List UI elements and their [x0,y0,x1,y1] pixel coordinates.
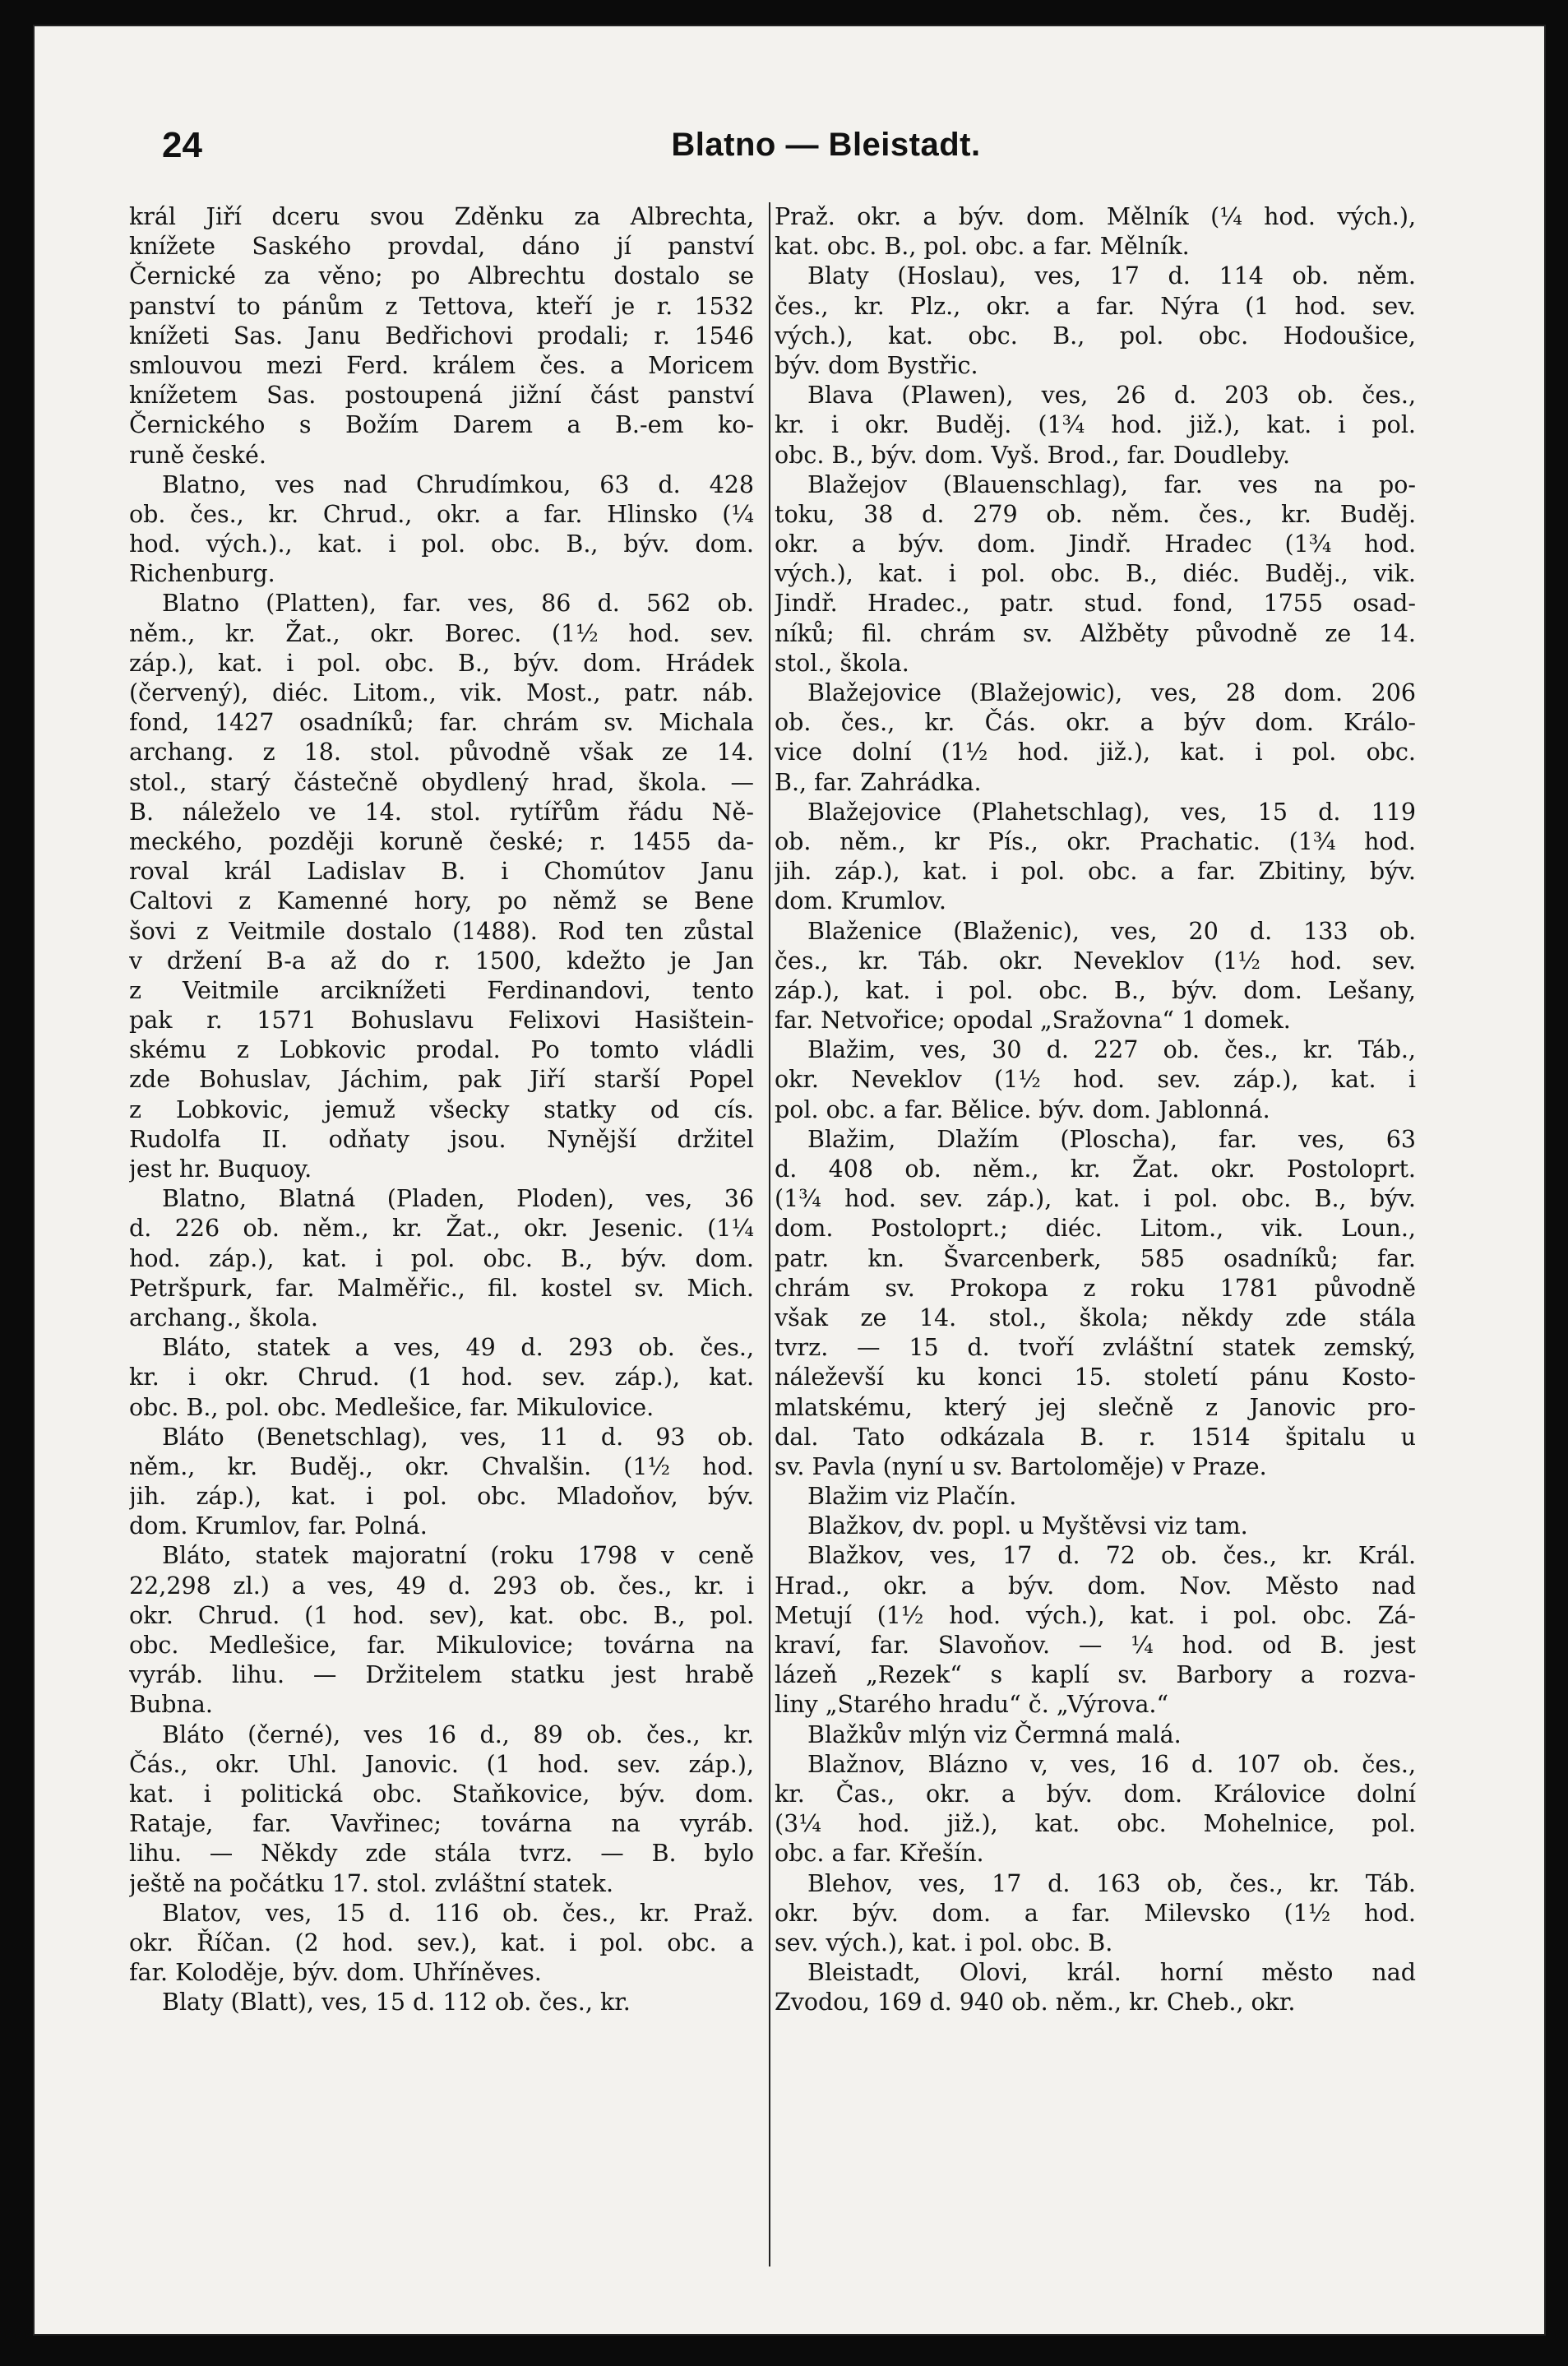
text-line: něm., kr. Buděj., okr. Chvalšin. (1½ hod. [129,1452,754,1480]
page-number: 24 [162,125,202,165]
text-line: runě české. [129,441,266,469]
text-line: dom. Postoloprt.; diéc. Litom., vik. Loun., [775,1215,1416,1243]
text-line: smlouvou mezi Ferd. králem čes. a Moricem [129,351,754,379]
text-line: čes., kr. Plz., okr. a far. Nýra (1 hod. sev. [775,292,1416,320]
text-line: liny „Starého hradu“ č. „Výrova.“ [775,1691,1169,1719]
text-line: vých.), kat. i pol. obc. B., diéc. Buděj., vik. [775,560,1416,588]
text-line: lihu. — Někdy zde stála tvrz. — B. bylo [129,1840,754,1868]
text-line: Blehov, ves, 17 d. 163 ob, čes., kr. Táb. [807,1869,1416,1897]
text-line: záp.), kat. i pol. obc. B., býv. dom. Lešany, [775,976,1416,1004]
text-line: Bláto, statek majoratní (roku 1798 v ceně [162,1542,754,1570]
text-line: d. 408 ob. něm., kr. Žat. okr. Postoloprt. [775,1155,1416,1183]
column-divider [769,202,770,2266]
text-line: král Jiří dceru svou Zděnku za Albrechta, [129,203,754,230]
text-line: kat. obc. B., pol. obc. a far. Mělník. [775,233,1190,261]
text-line: Blažnov, Blázno v, ves, 16 d. 107 ob. čes., [807,1750,1416,1778]
text-line: náleževší ku konci 15. století pánu Kosto- [775,1364,1416,1391]
text-line: far. Netvořice; opodal „Sražovna“ 1 domek. [775,1007,1291,1035]
text-line: ještě na počátku 17. stol. zvláštní statek. [129,1869,614,1897]
text-line: obc. B., pol. obc. Medlešice, far. Mikulovice. [129,1393,654,1421]
text-line: dom. Krumlov, far. Polná. [129,1512,428,1540]
text-line: jih. záp.), kat. i pol. obc. Mladoňov, býv. [129,1483,754,1511]
text-line: Hrad., okr. a býv. dom. Nov. Město nad [775,1572,1416,1600]
text-line: kr. i okr. Buděj. (1¾ hod. již.), kat. i pol. [775,411,1416,439]
text-line: fond, 1427 osadníků; far. chrám sv. Michala [129,709,754,737]
text-line: vyráb. lihu. — Držitelem statku jest hrabě [129,1661,754,1689]
text-line: d. 226 ob. něm., kr. Žat., okr. Jesenic. (1¼ [129,1215,754,1243]
text-line: Blažejov (Blauenschlag), far. ves na po- [807,470,1416,498]
text-line: kr. Čas., okr. a býv. dom. Královice dolní [775,1780,1416,1808]
text-line: Blava (Plawen), ves, 26 d. 203 ob. čes., [807,382,1416,410]
text-line: Blatno (Platten), far. ves, 86 d. 562 ob. [162,590,754,618]
text-line: archang. z 18. stol. původně však ze 14. [129,739,754,766]
text-line: ob. čes., kr. Čás. okr. a býv dom. Králo- [775,709,1416,737]
text-line: ob. něm., kr Pís., okr. Prachatic. (1¾ hod. [775,827,1416,855]
text-line: Blažim, Dlažím (Ploscha), far. ves, 63 [807,1125,1416,1153]
text-line: stol., starý částečně obydlený hrad, škola. — [129,768,754,796]
text-line: mlatskému, který jej slečně z Janovic pro- [775,1393,1416,1421]
text-line: knížete Saského provdal, dáno jí panství [129,233,754,261]
text-line: Bláto (Benetschlag), ves, 11 d. 93 ob. [162,1423,754,1451]
text-line: (3¼ hod. již.), kat. obc. Mohelnice, pol. [775,1810,1416,1838]
text-line: z Lobkovic, jemuž všecky statky od cís. [129,1095,754,1123]
text-line: hod. vých.)., kat. i pol. obc. B., býv. dom. [129,530,754,558]
text-line: dom. Krumlov. [775,887,946,915]
text-line: Čás., okr. Uhl. Janovic. (1 hod. sev. záp.), [129,1750,754,1778]
text-line: ob. čes., kr. Chrud., okr. a far. Hlinsko (¼ [129,500,754,528]
text-line: archang., škola. [129,1303,318,1331]
text-line: panství to pánům z Tettova, kteří je r. 1532 [129,292,754,320]
text-line: Blatno, Blatná (Pladen, Ploden), ves, 36 [162,1185,754,1213]
text-line: kraví, far. Slavoňov. — ¼ hod. od B. jest [775,1632,1416,1659]
text-line: B. náleželo ve 14. stol. rytířům řádu Ně- [129,798,754,826]
text-line: patr. kn. Švarcenberk, 585 osadníků; far. [775,1244,1416,1272]
text-line: Praž. okr. a býv. dom. Mělník (¼ hod. vých.), [775,203,1416,230]
text-line: dal. Tato odkázala B. r. 1514 špitalu u [775,1423,1416,1451]
text-line: (červený), diéc. Litom., vik. Most., patr. náb. [129,679,754,706]
text-line: okr. a býv. dom. Jindř. Hradec (1¾ hod. [775,530,1416,558]
text-line: Zvodou, 169 d. 940 ob. něm., kr. Cheb., okr. [775,1989,1296,2016]
text-line: níků; fil. chrám sv. Alžběty původně ze 14. [775,619,1416,647]
text-line: Blažkov, ves, 17 d. 72 ob. čes., kr. Král. [807,1542,1416,1570]
text-line: knížetem Sas. postoupená jižní část panství [129,382,754,410]
text-line: Rudolfa II. odňaty jsou. Nynější držitel [129,1125,754,1153]
text-line: obc. Medlešice, far. Mikulovice; továrna na [129,1632,754,1659]
text-line: zde Bohuslav, Jáchim, pak Jiří starší Popel [129,1066,754,1094]
text-line: Blaty (Blatt), ves, 15 d. 112 ob. čes., kr. [162,1989,631,2016]
text-line: záp.), kat. i pol. obc. B., býv. dom. Hrádek [129,649,754,677]
text-line: Blažim, ves, 30 d. 227 ob. čes., kr. Táb., [807,1036,1416,1064]
text-line: sev. vých.), kat. i pol. obc. B. [775,1928,1113,1956]
text-line: čes., kr. Táb. okr. Neveklov (1½ hod. sev. [775,947,1416,975]
text-line: Bubna. [129,1691,213,1719]
text-line: něm., kr. Žat., okr. Borec. (1½ hod. sev. [129,619,754,647]
right-column [775,202,1416,2258]
text-line: Richenburg. [129,560,275,588]
text-line: Blažim viz Plačín. [807,1483,1017,1511]
text-line: meckého, později koruně české; r. 1455 da- [129,827,754,855]
text-line: v držení B-a až do r. 1500, kdežto je Jan [129,947,754,975]
text-line: Černické za věno; po Albrechtu dostalo se [129,262,754,290]
text-line: kat. i politická obc. Staňkovice, býv. dom. [129,1780,754,1808]
text-line: Blažejovice (Plahetschlag), ves, 15 d. 119 [807,798,1416,826]
text-line: (1¾ hod. sev. záp.), kat. i pol. obc. B., býv. [775,1185,1416,1213]
text-line: Blaty (Hoslau), ves, 17 d. 114 ob. něm. [807,262,1416,290]
text-line: Metují (1½ hod. vých.), kat. i pol. obc. Zá- [775,1601,1416,1629]
text-line: toku, 38 d. 279 ob. něm. čes., kr. Buděj. [775,500,1416,528]
text-line: Blažejovice (Blažejowic), ves, 28 dom. 206 [807,679,1416,706]
text-line: okr. Neveklov (1½ hod. sev. záp.), kat. i [775,1066,1416,1094]
text-line: Bláto (černé), ves 16 d., 89 ob. čes., kr. [162,1720,754,1748]
text-line: vých.), kat. obc. B., pol. obc. Hodoušice, [775,322,1416,350]
text-line: Blažkov, dv. popl. u Myštěvsi viz tam. [807,1512,1248,1540]
text-line: vice dolní (1½ hod. již.), kat. i pol. obc. [775,739,1416,766]
text-line: Černického s Božím Darem a B.-em ko- [129,411,754,439]
text-line: Rataje, far. Vavřinec; továrna na vyráb. [129,1810,754,1838]
text-line: jest hr. Buquoy. [129,1155,312,1183]
text-line: obc. a far. Křešín. [775,1840,984,1868]
text-line: roval král Ladislav B. i Chomútov Janu [129,858,754,886]
text-line: pol. obc. a far. Bělice. býv. dom. Jablonná. [775,1095,1270,1123]
text-line: však ze 14. stol., škola; někdy zde stála [775,1303,1416,1331]
text-line: far. Koloděje, býv. dom. Uhříněves. [129,1959,542,1987]
running-head: Blatno — Bleistadt. [671,127,981,163]
text-line: Bleistadt, Olovi, král. horní město nad [807,1959,1416,1987]
left-column [129,202,754,2258]
book-page [33,25,1546,2336]
text-line: lázeň „Rezek“ s kaplí sv. Barbory a rozva- [775,1661,1416,1689]
text-line: Jindř. Hradec., patr. stud. fond, 1755 osad- [775,590,1416,618]
text-line: býv. dom Bystřic. [775,351,978,379]
text-line: šovi z Veitmile dostalo (1488). Rod ten zůstal [129,917,754,945]
text-line: 22,298 zl.) a ves, 49 d. 293 ob. čes., kr. i [129,1572,754,1600]
text-line: B., far. Zahrádka. [775,768,982,796]
text-line: Petršpurk, far. Malměřic., fil. kostel sv. Mich. [129,1274,754,1302]
page-header [129,125,1523,183]
text-line: Blažkův mlýn viz Čermná malá. [807,1720,1182,1748]
text-line: sv. Pavla (nyní u sv. Bartoloměje) v Praze. [775,1452,1267,1480]
text-line: okr. Říčan. (2 hod. sev.), kat. i pol. obc. a [129,1928,754,1956]
text-line: jih. záp.), kat. i pol. obc. a far. Zbitiny, býv. [775,858,1416,886]
text-line: skému z Lobkovic prodal. Po tomto vládli [129,1036,754,1064]
text-line: Bláto, statek a ves, 49 d. 293 ob. čes., [162,1334,754,1362]
text-line: chrám sv. Prokopa z roku 1781 původně [775,1274,1416,1302]
text-line: hod. záp.), kat. i pol. obc. B., býv. dom. [129,1244,754,1272]
text-line: kr. i okr. Chrud. (1 hod. sev. záp.), kat. [129,1364,754,1391]
text-line: z Veitmile arciknížeti Ferdinandovi, tento [129,976,754,1004]
text-line: okr. býv. dom. a far. Milevsko (1½ hod. [775,1899,1416,1927]
text-line: knížeti Sas. Janu Bedřichovi prodali; r. 1546 [129,322,754,350]
text-line: Blaženice (Blaženic), ves, 20 d. 133 ob. [807,917,1416,945]
text-line: Blatno, ves nad Chrudímkou, 63 d. 428 [162,470,754,498]
text-line: okr. Chrud. (1 hod. sev), kat. obc. B., pol. [129,1601,754,1629]
text-line: Caltovi z Kamenné hory, po němž se Bene [129,887,754,915]
text-line: obc. B., býv. dom. Vyš. Brod., far. Doudleby. [775,441,1291,469]
text-line: pak r. 1571 Bohuslavu Felixovi Hasištein- [129,1007,754,1035]
text-line: stol., škola. [775,649,909,677]
text-line: Blatov, ves, 15 d. 116 ob. čes., kr. Praž. [162,1899,754,1927]
text-line: tvrz. — 15 d. tvoří zvláštní statek zemský, [775,1334,1416,1362]
